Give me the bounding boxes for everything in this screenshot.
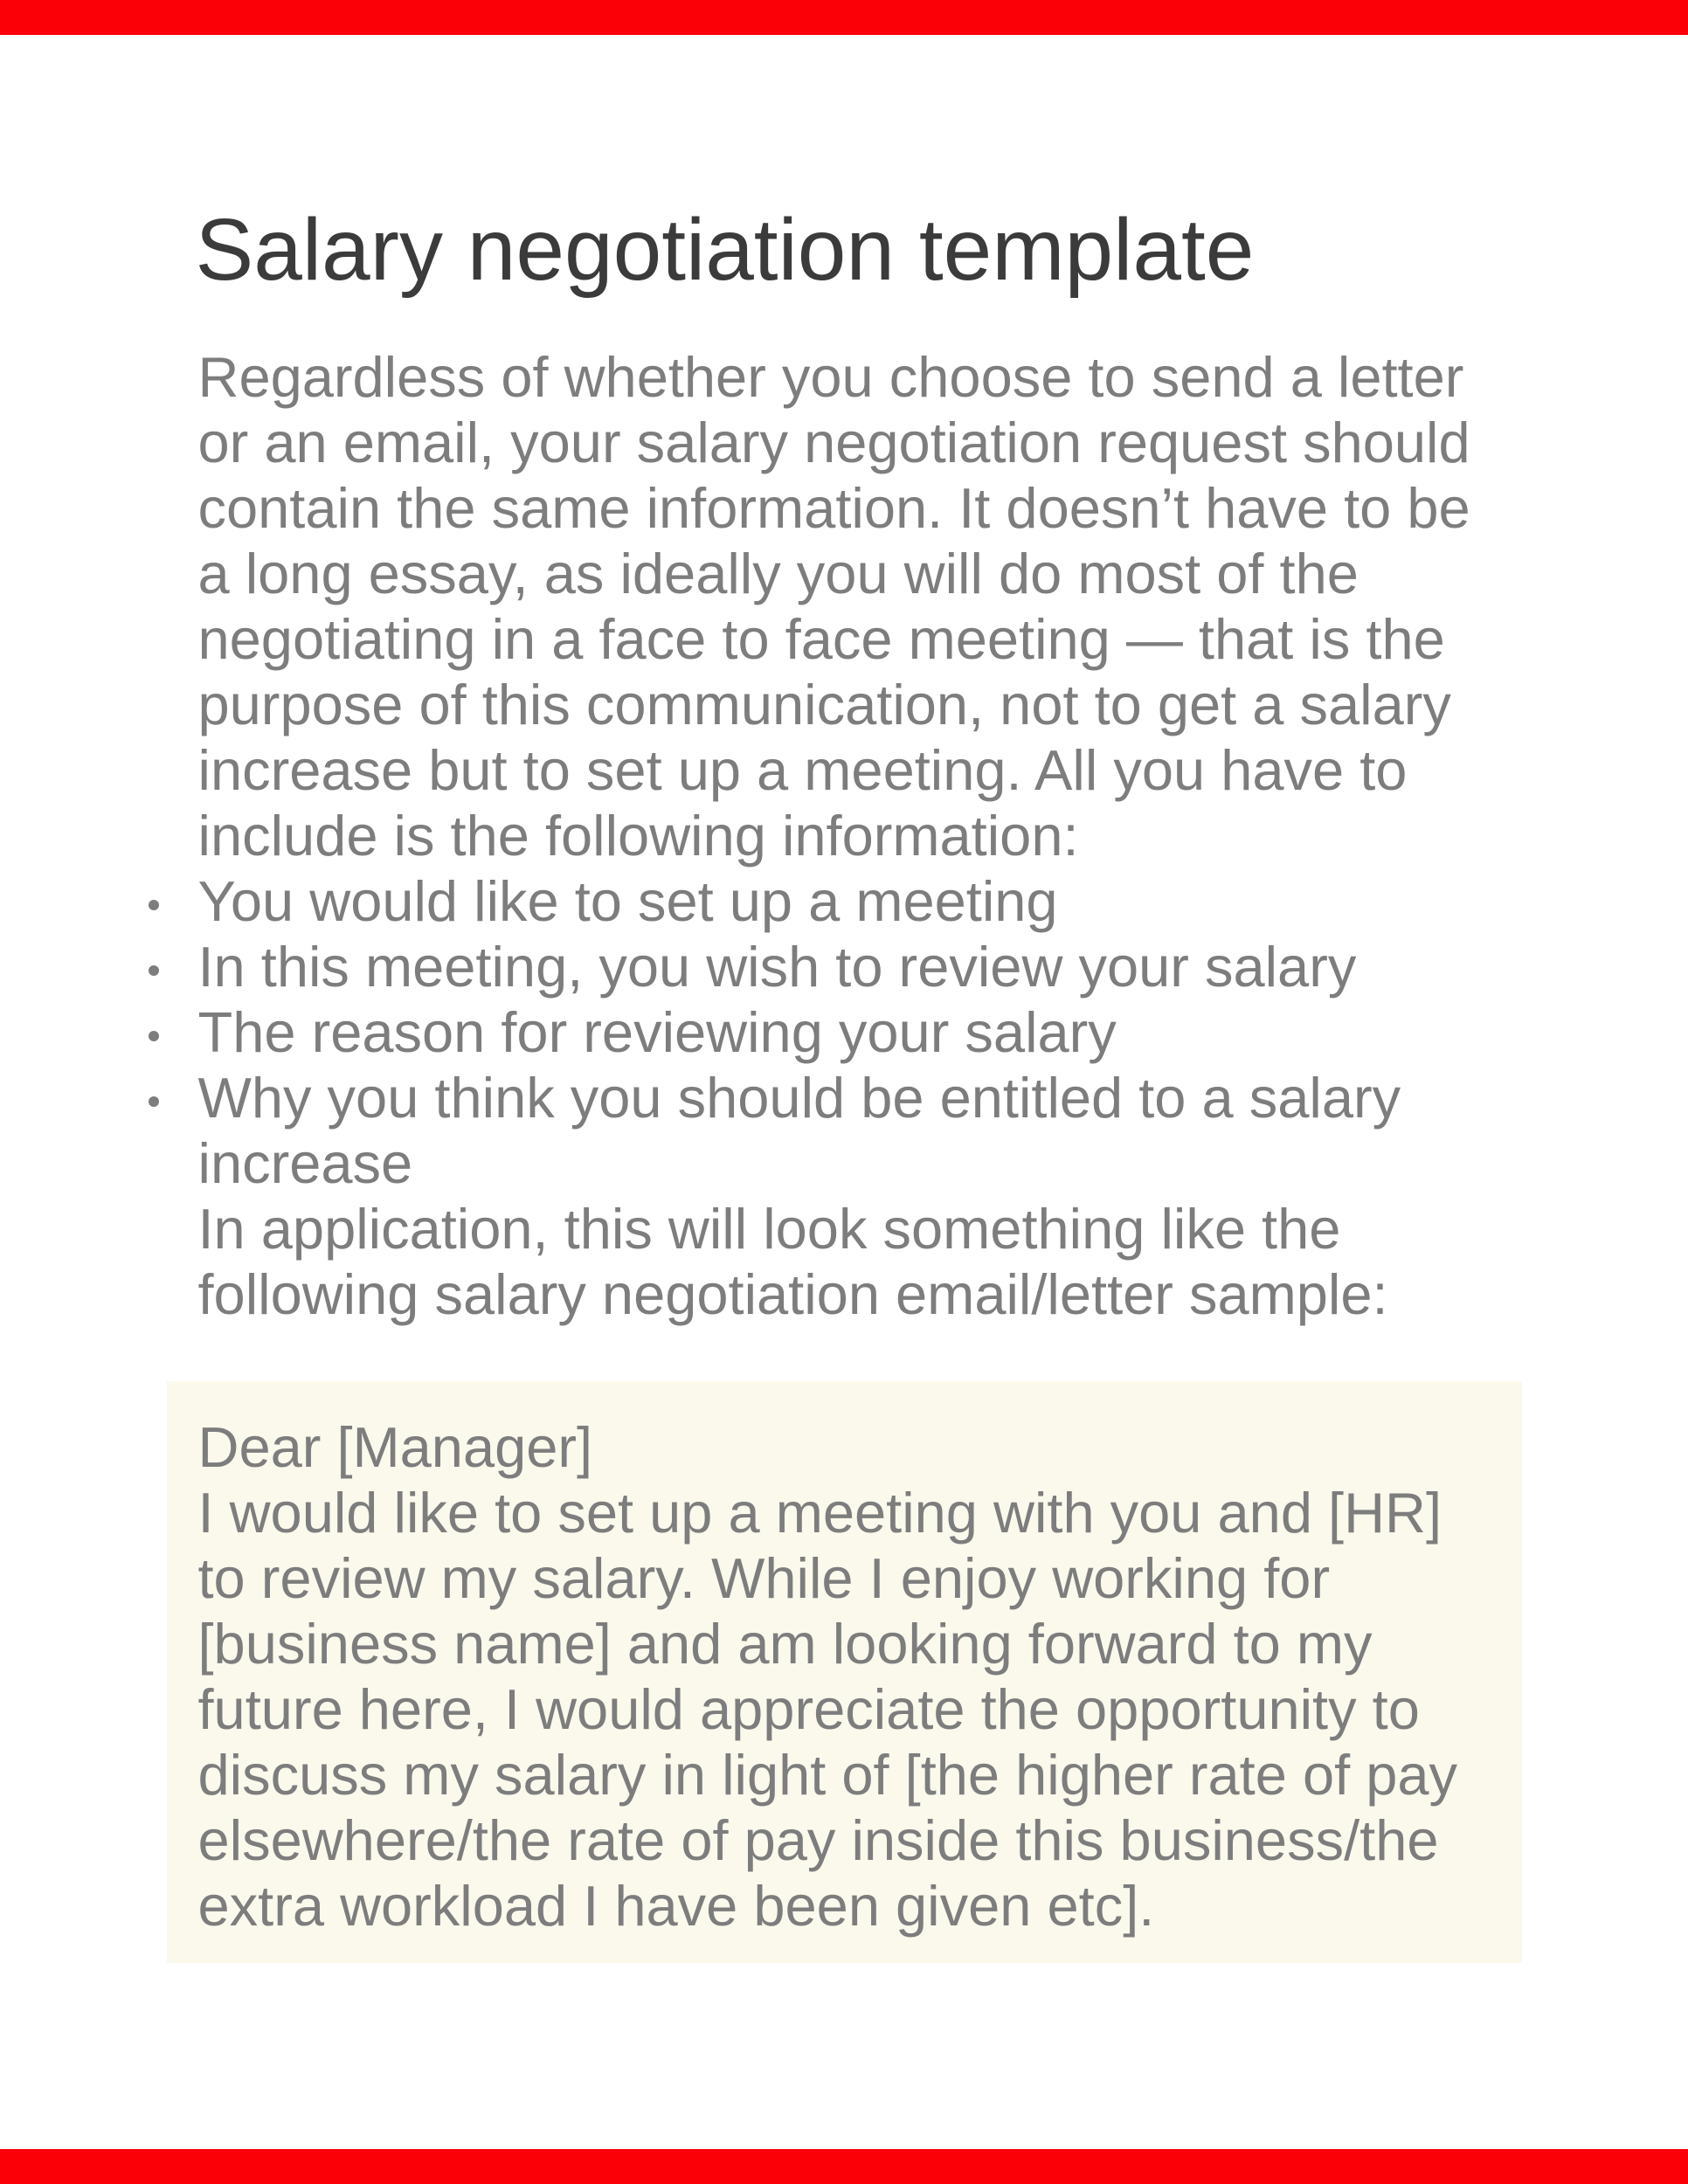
intro-paragraph: Regardless of whether you choose to send a letter or an email, your salary negotiation request should contain the same information. It doesn’t have to be a long essay, as ideally you will do most of the negotiating in a face to face meeting — that is the purpose of this communication, not to get a salary increase but to set up a meeting. All you have to include is the following information:: [197, 345, 1470, 867]
sample-letter-box: [167, 1381, 1522, 1963]
letter-body: I would like to set up a meeting with you and [HR] to review my salary. While I enjoy working for [business name] and am looking forward to my future here, I would appreciate the opportunity to discuss my salary in light of [the higher rate of pay elsewhere/the rate of pay inside this business/the extra workload I have been given etc].: [197, 1481, 1458, 1938]
list-item: Why you think you should be entitled to a salary increase: [198, 1065, 1491, 1196]
lead-in-paragraph: In application, this will look something like the following salary negotiation email/letter sample:: [197, 1197, 1388, 1326]
list-item: You would like to set up a meeting: [198, 868, 1491, 934]
top-capture-bar: [0, 0, 1688, 35]
list-item: In this meeting, you wish to review your salary: [198, 934, 1491, 999]
bullet-list: [167, 868, 1522, 1196]
bottom-capture-bar: [0, 2149, 1688, 2184]
page-title: Salary negotiation template: [195, 201, 1255, 299]
list-item: The reason for reviewing your salary: [198, 999, 1491, 1065]
letter-salutation: Dear [Manager]: [197, 1415, 593, 1479]
document-page: [167, 0, 1522, 1963]
